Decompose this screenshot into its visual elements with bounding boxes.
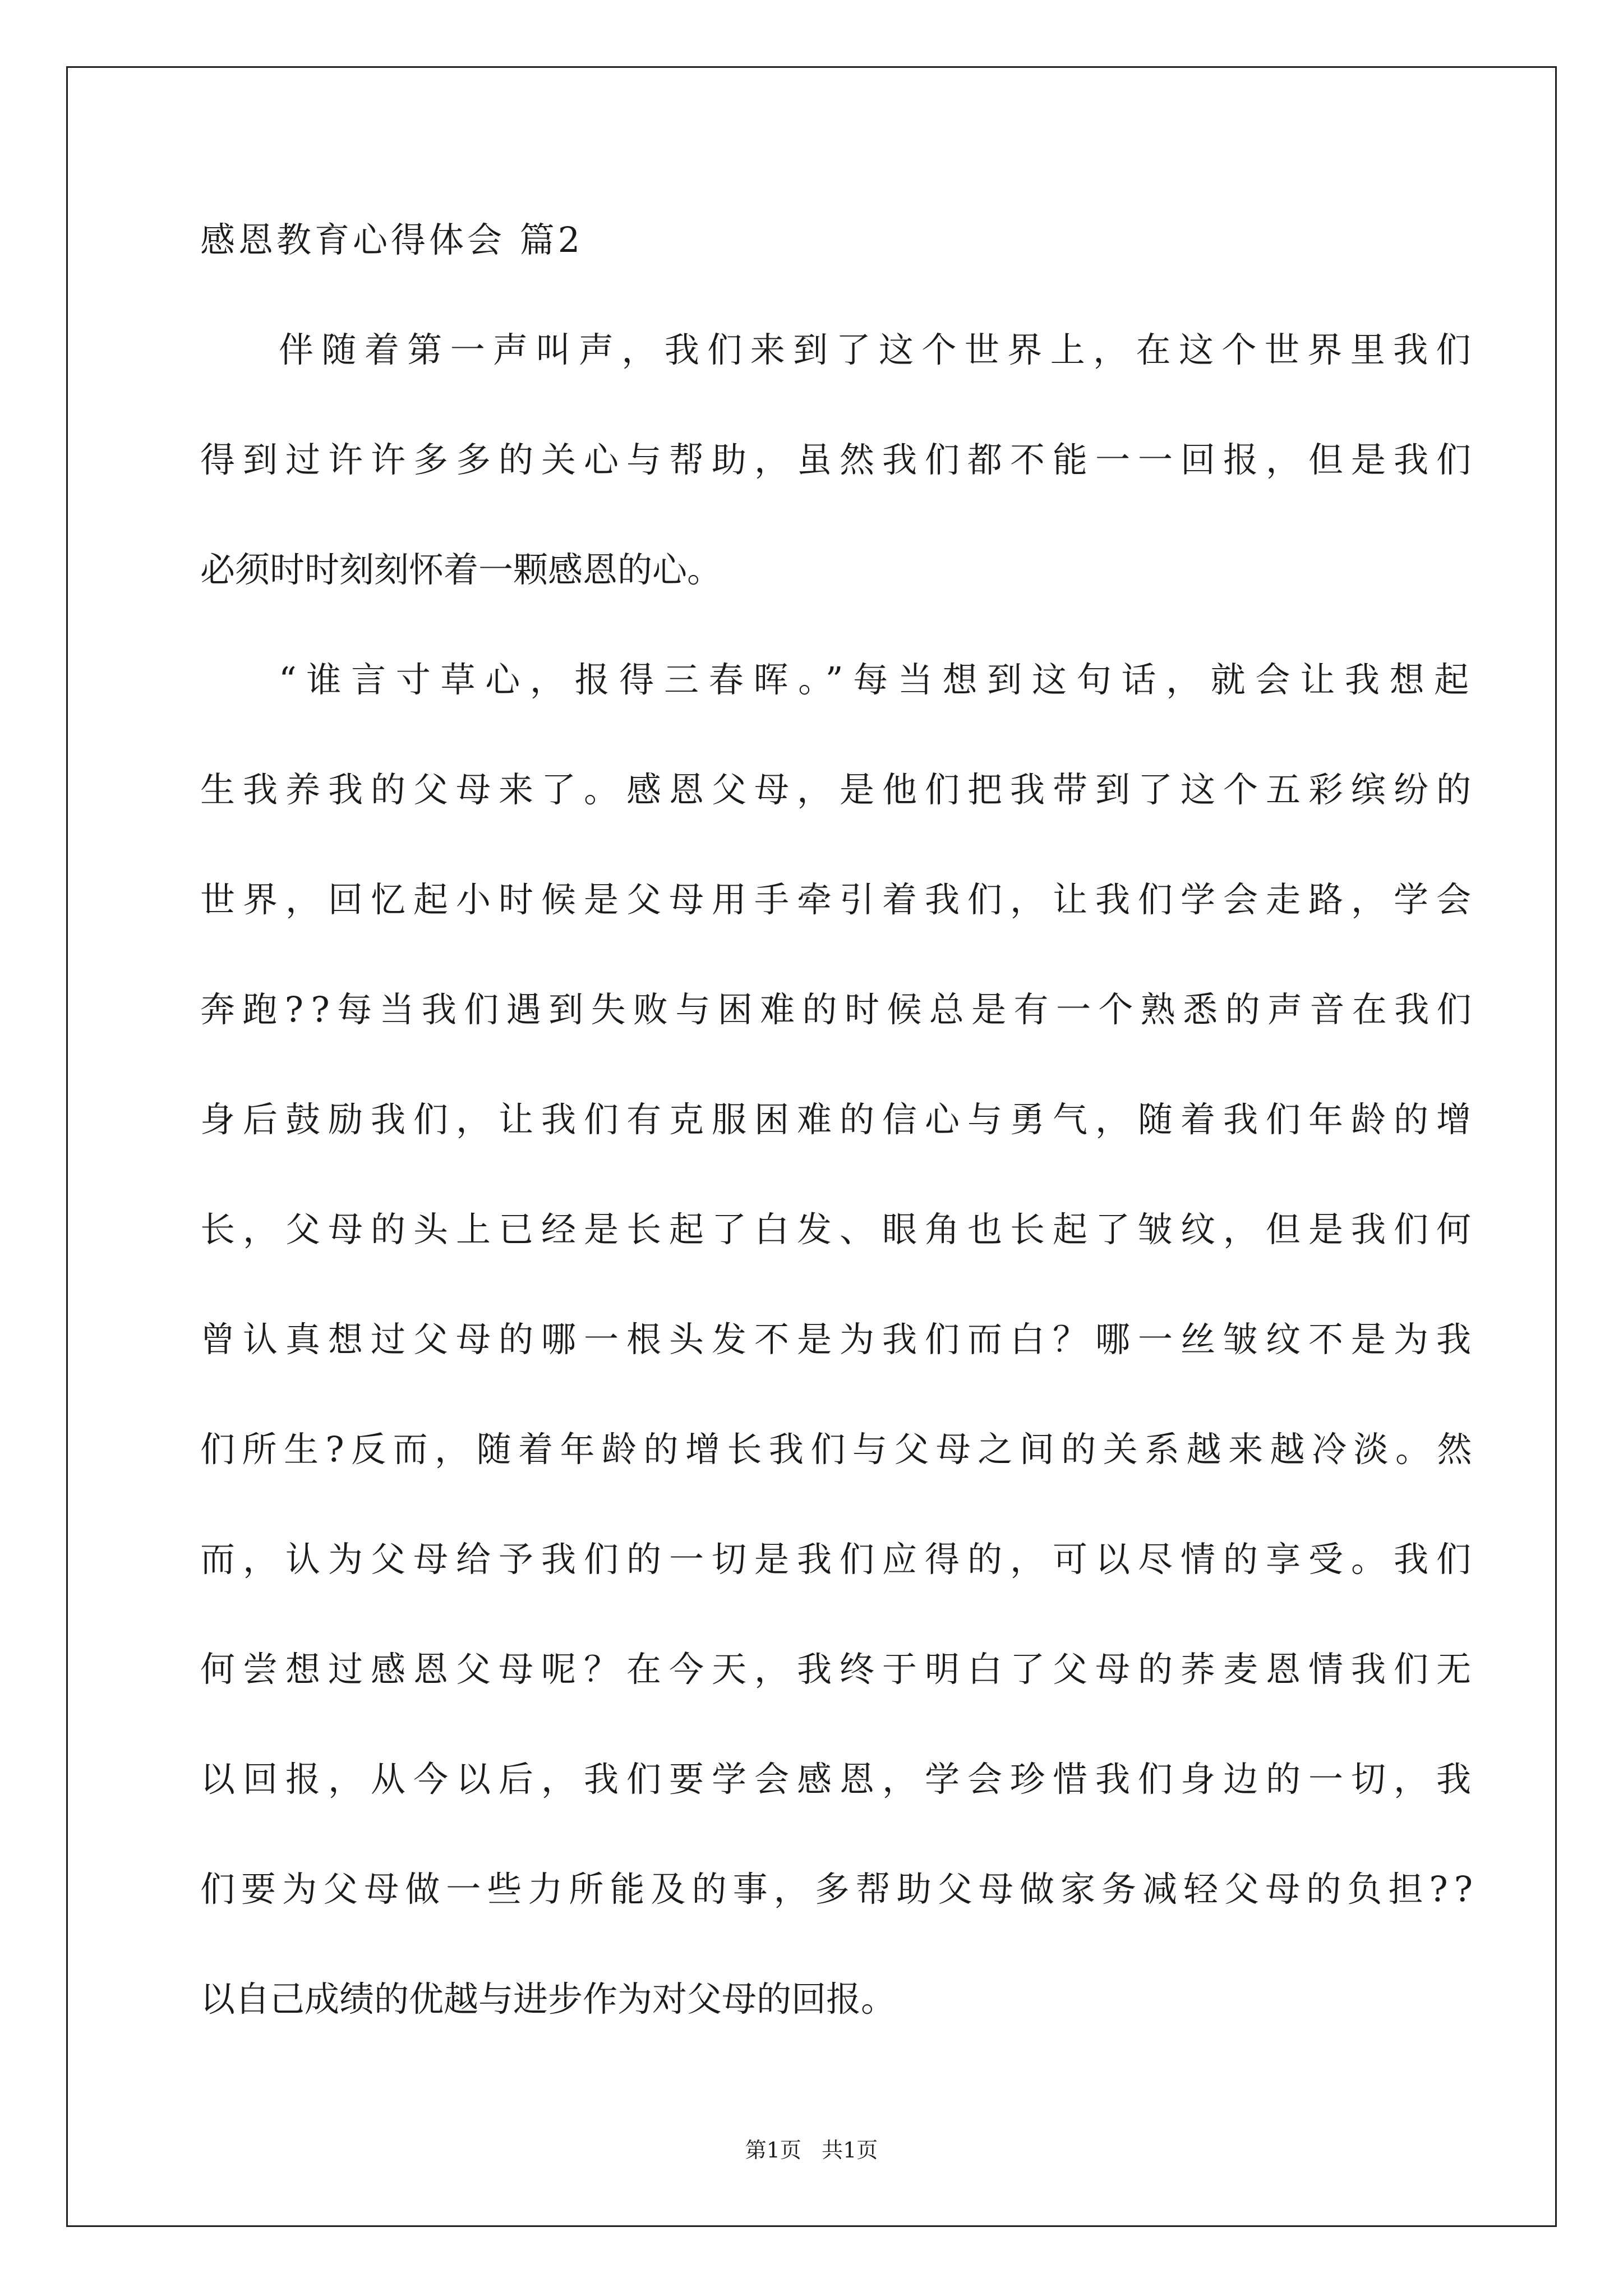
text-line: “谁言寸草心，报得三春晖。”每当想到这句话，就会让我想起 [279,659,1479,700]
text-line: 以回报，从今以后，我们要学会感恩，学会珍惜我们身边的一切，我 [200,1759,1479,1800]
document-body [200,213,1479,2082]
text-line: 必须时时刻刻怀着一颗感恩的心。 [200,549,722,590]
page-footer: 第1页 共1页 [745,2138,878,2162]
text-line: 们要为父母做一些力所能及的事，多帮助父母做家务减轻父母的负担?? [200,1869,1479,1910]
text-line: 世界，回忆起小时候是父母用手牵引着我们，让我们学会走路，学会 [200,879,1479,920]
text-line: 身后鼓励我们，让我们有克服困难的信心与勇气，随着我们年龄的增 [200,1099,1479,1140]
text-line: 们所生?反而，随着年龄的增长我们与父母之间的关系越来越冷淡。然 [200,1429,1479,1470]
text-line: 生我养我的父母来了。感恩父母，是他们把我带到了这个五彩缤纷的 [200,769,1479,810]
text-line: 而，认为父母给予我们的一切是我们应得的，可以尽情的享受。我们 [200,1539,1479,1580]
text-line: 伴随着第一声叫声，我们来到了这个世界上，在这个世界里我们 [279,329,1479,370]
text-line: 何尝想过感恩父母呢？在今天，我终于明白了父母的荞麦恩情我们无 [200,1649,1479,1690]
text-line: 得到过许许多多的关心与帮助，虽然我们都不能一一回报，但是我们 [200,439,1479,480]
document-title: 感恩教育心得体会 篇2 [200,219,584,260]
text-line: 以自己成绩的优越与进步作为对父母的回报。 [200,1978,896,2019]
text-line: 奔跑??每当我们遇到失败与困难的时候总是有一个熟悉的声音在我们 [200,989,1479,1030]
text-line: 长，父母的头上已经是长起了白发、眼角也长起了皱纹，但是我们何 [200,1209,1479,1250]
text-line: 曾认真想过父母的哪一根头发不是为我们而白？哪一丝皱纹不是为我 [200,1319,1479,1360]
